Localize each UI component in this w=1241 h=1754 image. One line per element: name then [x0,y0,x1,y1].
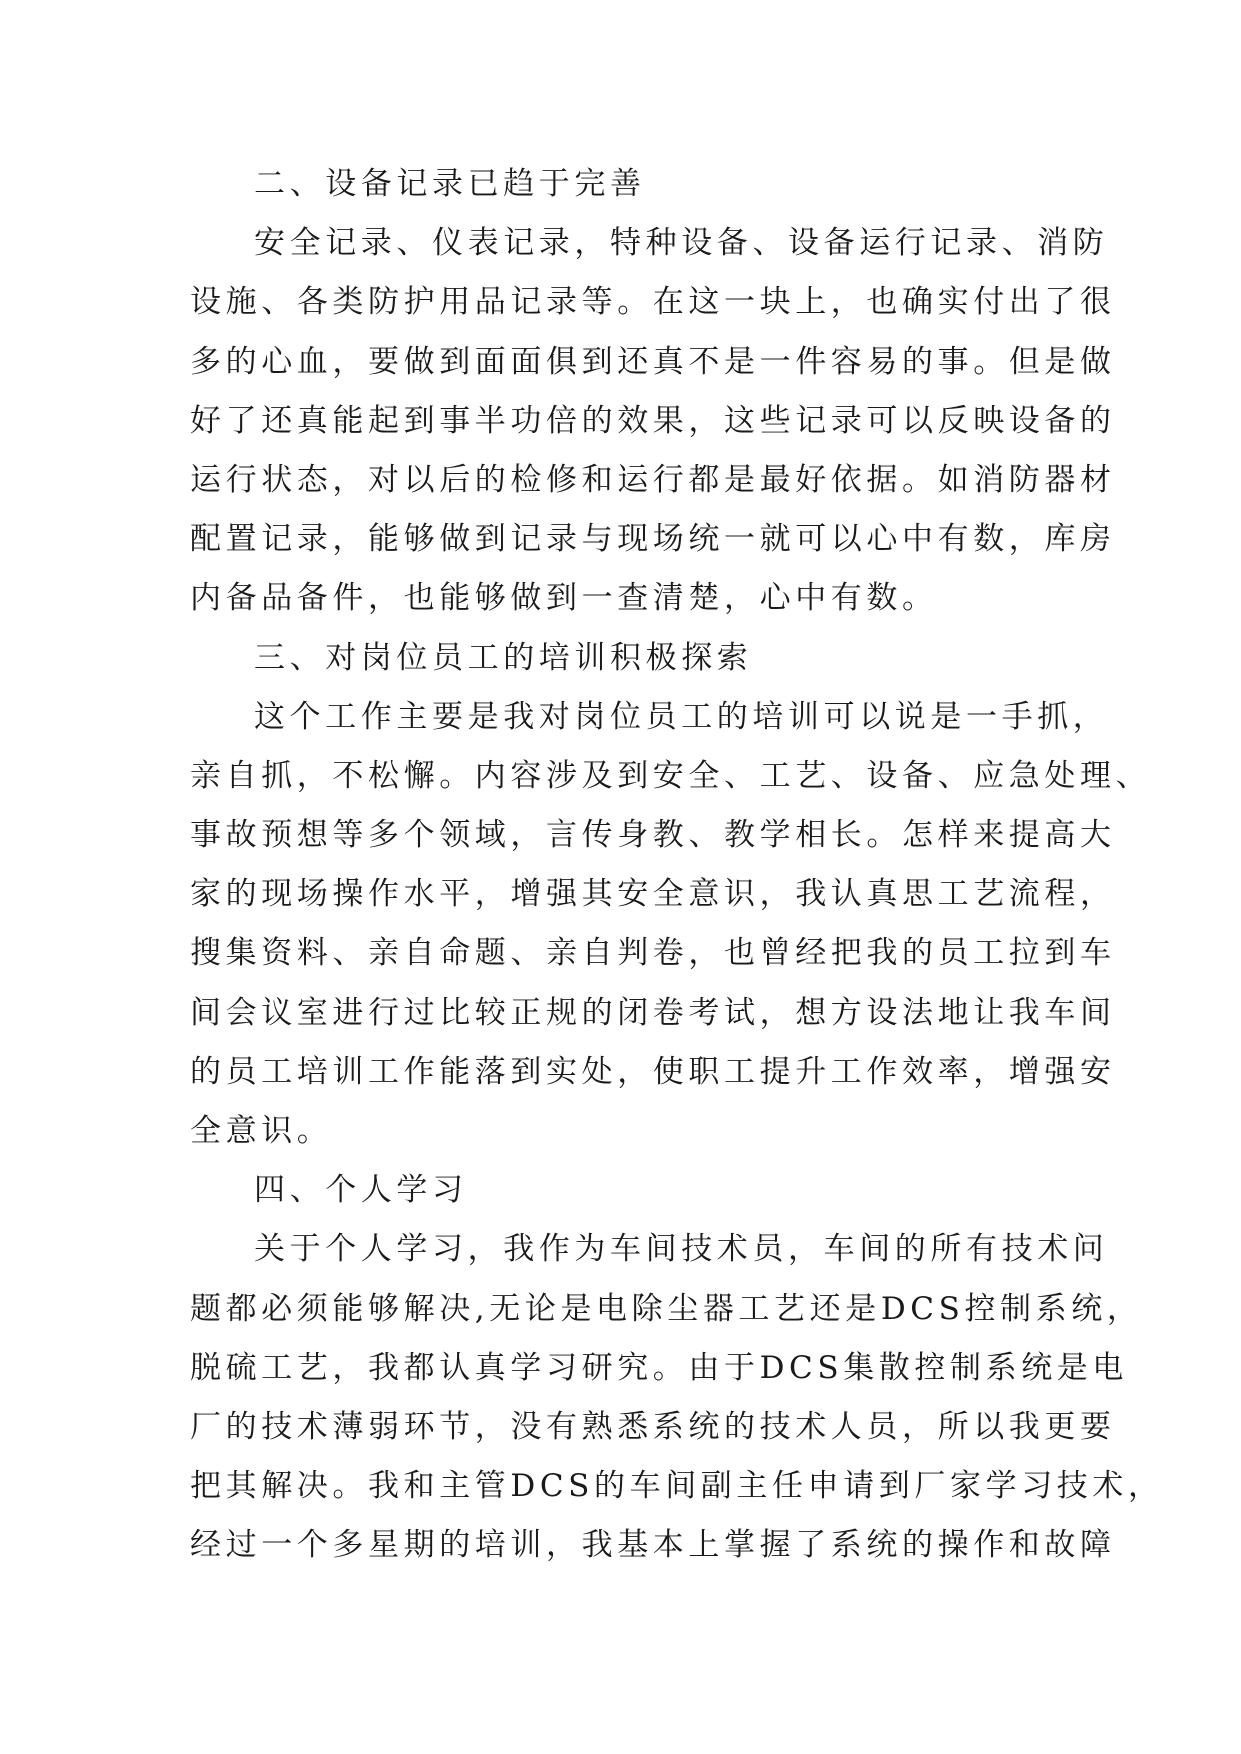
paragraph-line: 厂的技术薄弱环节，没有熟悉系统的技术人员，所以我更要 [190,1408,1116,1445]
paragraph-line: 好了还真能起到事半功倍的效果，这些记录可以反映设备的 [190,402,1116,439]
paragraph-line: 间会议室进行过比较正规的闭卷考试，想方设法地让我车间 [190,994,1116,1031]
paragraph-line: 家的现场操作水平，增强其安全意识，我认真思工艺流程， [190,876,1116,913]
paragraph-line: 安全记录、仪表记录，特种设备、设备运行记录、消防 [254,225,1109,262]
paragraph-line: 多的心血，要做到面面俱到还真不是一件容易的事。但是做 [190,343,1116,380]
section-heading-3: 三、对岗位员工的培训积极探索 [254,639,753,676]
paragraph-line: 关于个人学习，我作为车间技术员，车间的所有技术问 [254,1231,1109,1268]
paragraph-line: 事故预想等多个领域，言传身教、教学相长。怎样来提高大 [190,817,1116,854]
paragraph-line: 脱硫工艺，我都认真学习研究。由于DCS集散控制系统是电 [190,1349,1129,1386]
paragraph-line: 搜集资料、亲自命题、亲自判卷，也曾经把我的员工拉到车 [190,935,1116,972]
paragraph-line: 全意识。 [190,1113,333,1149]
paragraph-line: 的员工培训工作能落到实处，使职工提升工作效率，增强安 [190,1053,1116,1090]
section-heading-2: 二、设备记录已趋于完善 [254,166,646,202]
paragraph-line: 把其解决。我和主管DCS的车间副主任申请到厂家学习技术， [190,1468,1164,1505]
paragraph-line: 设施、各类防护用品记录等。在这一块上，也确实付出了很 [190,284,1116,321]
section-heading-4: 四、个人学习 [254,1172,468,1209]
paragraph-line: 题都必须能够解决,无论是电除尘器工艺还是DCS控制系统， [190,1290,1143,1327]
paragraph-line: 亲自抓，不松懈。内容涉及到安全、工艺、设备、应急处理、 [190,757,1152,794]
document-body [190,155,1164,1576]
paragraph-line: 运行状态，对以后的检修和运行都是最好依据。如消防器材 [190,461,1116,498]
paragraph-line: 经过一个多星期的培训，我基本上掌握了系统的操作和故障 [190,1527,1116,1564]
paragraph-line: 内备品备件，也能够做到一查清楚，心中有数。 [190,580,938,617]
paragraph-line: 配置记录，能够做到记录与现场统一就可以心中有数，库房 [190,521,1116,558]
paragraph-line: 这个工作主要是我对岗位员工的培训可以说是一手抓， [254,698,1109,735]
